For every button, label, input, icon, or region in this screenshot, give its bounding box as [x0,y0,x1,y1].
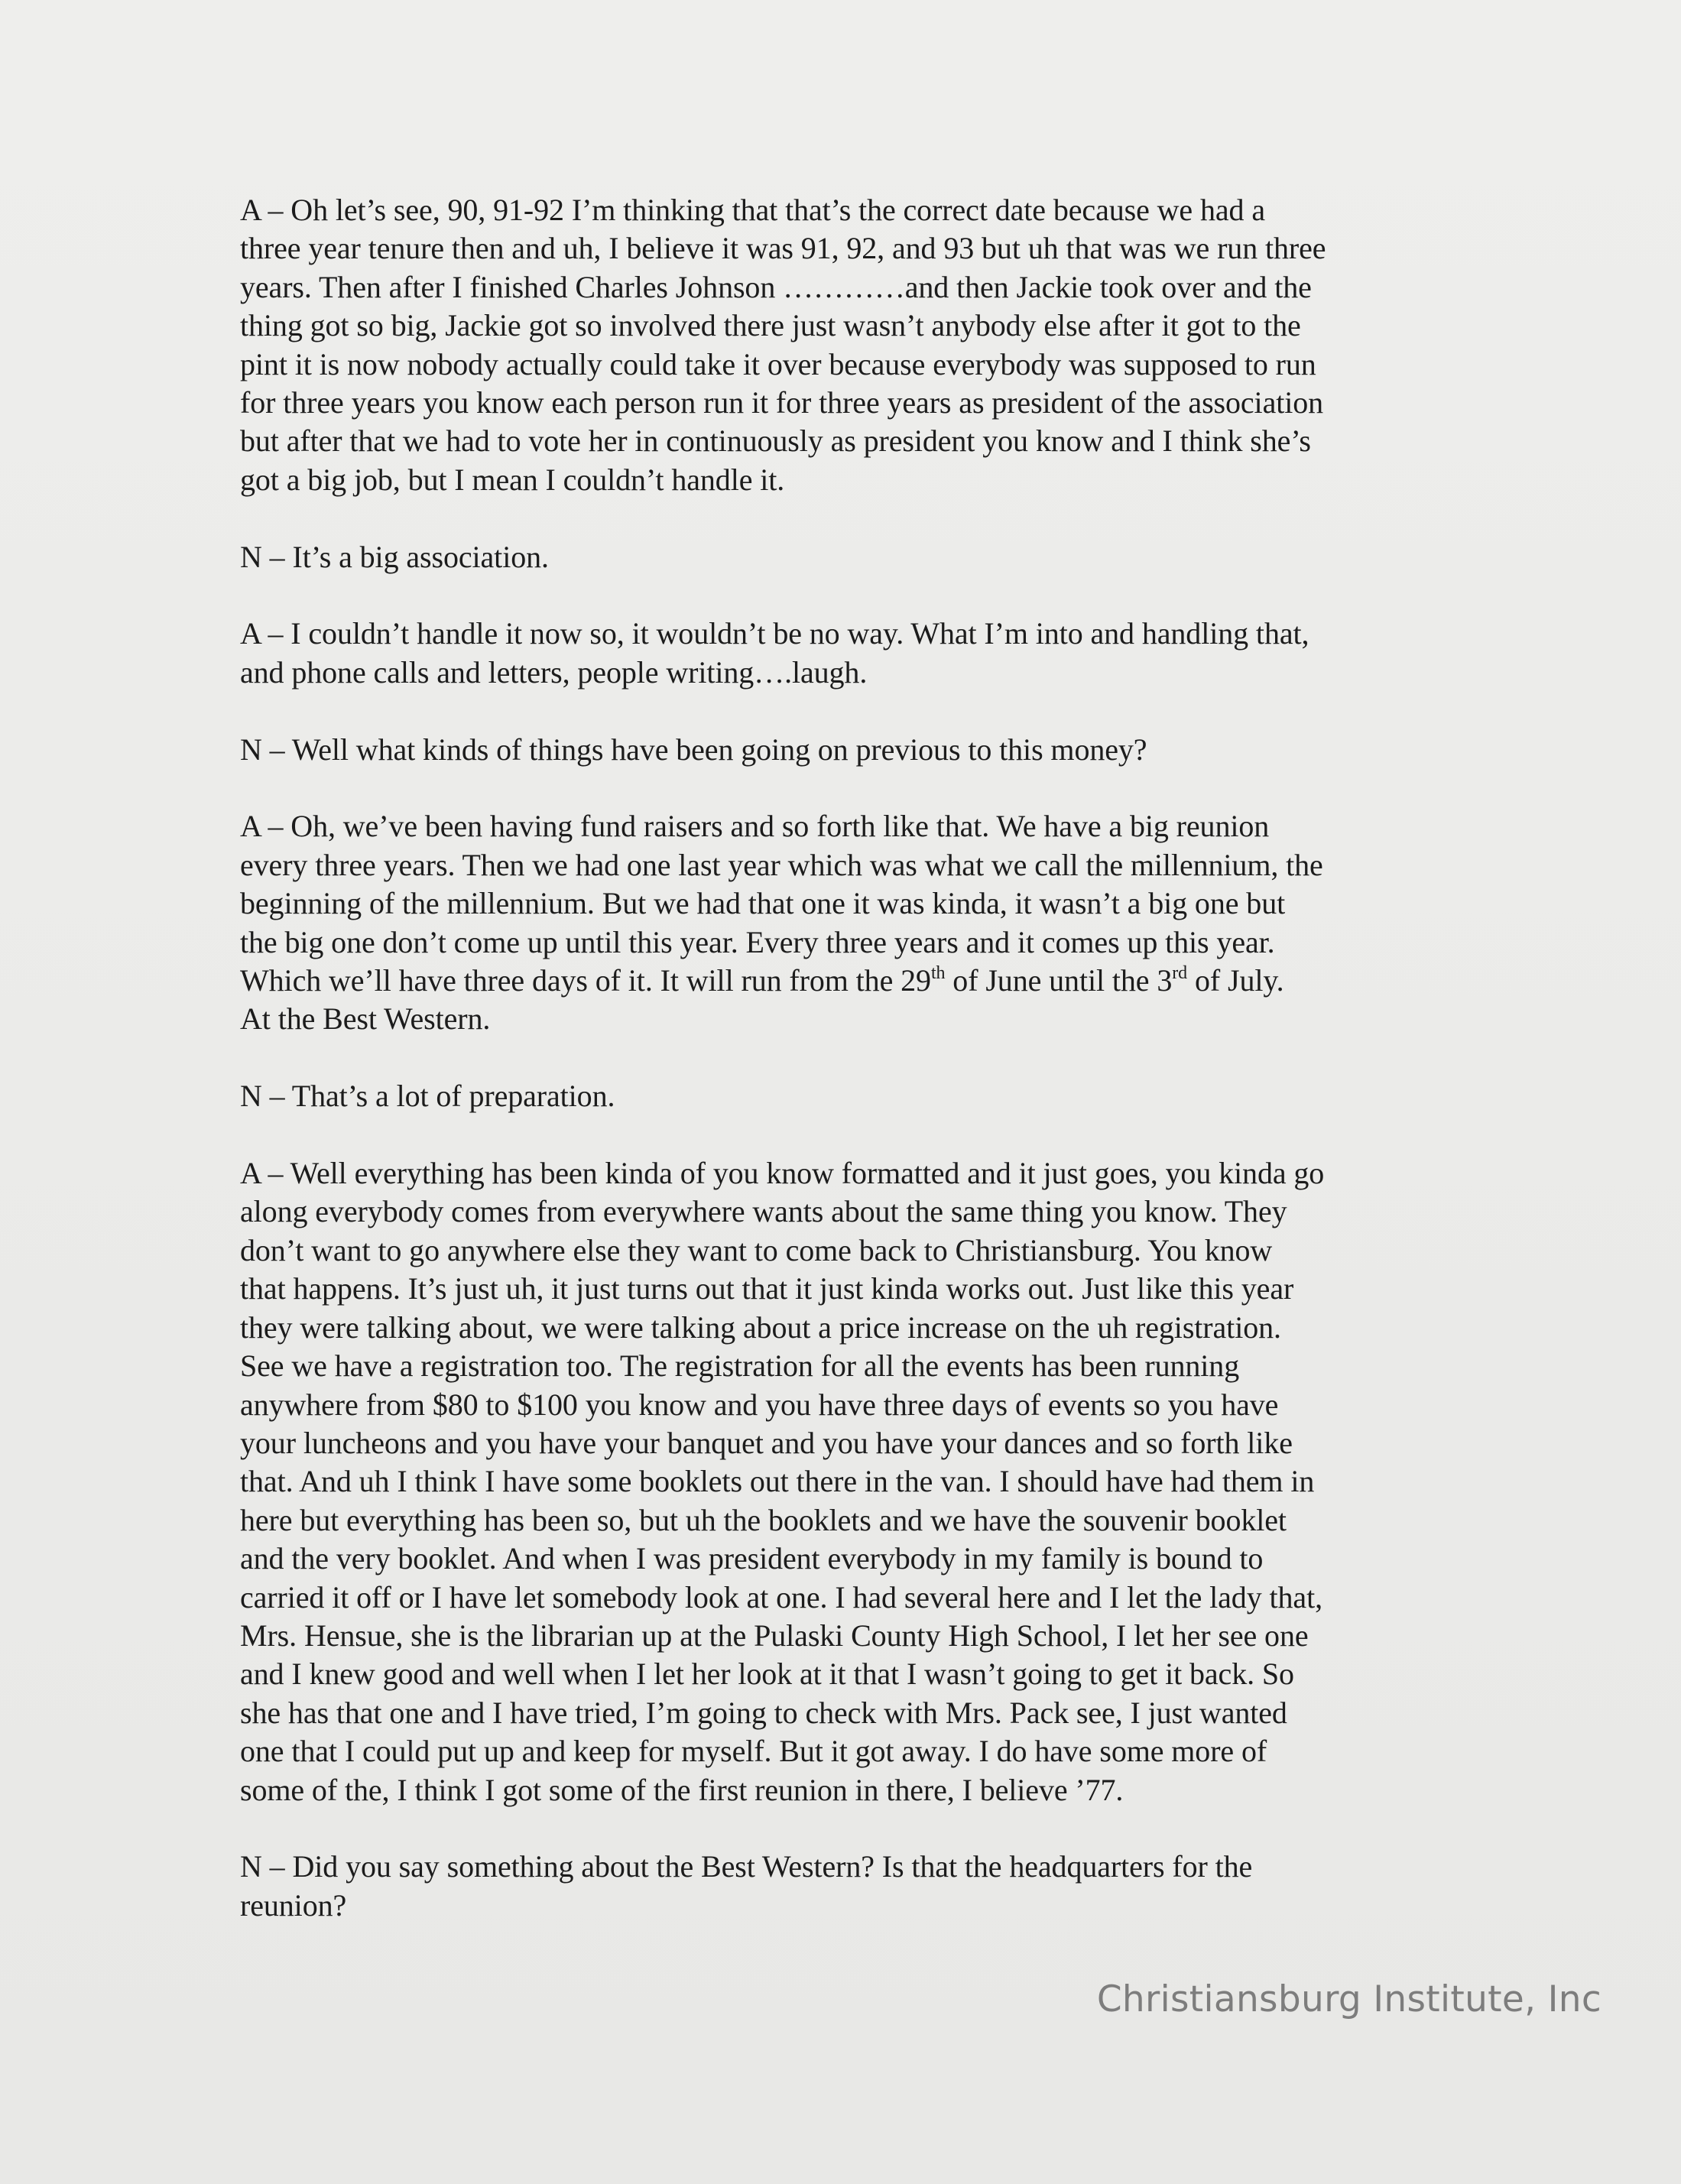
text-line: don’t want to go anywhere else they want to come back to Christiansburg. You know [240,1232,1273,1267]
paragraph-answer-tenure [240,191,1463,499]
text-line: along everybody comes from everywhere wants about the same thing you know. They [240,1194,1287,1229]
text-line: A – Oh let’s see, 90, 91-92 I’m thinking that that’s the correct date because we had a [240,193,1265,227]
paragraph-question-preparation [240,1077,1463,1115]
text-line: A – I couldn’t handle it now so, it wouldn’t be no way. What I’m into and handling that, [240,616,1309,651]
text-line: N – Well what kinds of things have been going on previous to this money? [240,732,1147,767]
dates-text: of July. [1187,963,1284,998]
text-line: the big one don’t come up until this year. Every three years and it comes up this year. [240,924,1275,959]
ordinal-suffix: th [930,962,946,983]
text-line: that. And uh I think I have some booklets out there in the van. I should have had them in [240,1464,1315,1499]
text-line: every three years. Then we had one last year which was what we call the millennium, the [240,847,1323,882]
text-line: here but everything has been so, but uh the booklets and we have the souvenir booklet [240,1502,1287,1537]
text-line: A – Oh, we’ve been having fund raisers and so forth like that. We have a big reunion [240,809,1270,844]
ordinal-suffix: rd [1172,962,1188,983]
text-line: See we have a registration too. The registration for all the events has been running [240,1348,1240,1384]
text-line: but after that we had to vote her in continuously as president you know and I think she’s [240,423,1311,459]
paragraph-answer-handling [240,615,1463,692]
text-line: three year tenure then and uh, I believe it was 91, 92, and 93 but uh that was we run three [240,231,1326,266]
text-line: reunion? [240,1887,347,1923]
text-line: got a big job, but I mean I couldn’t handle it. [240,462,785,497]
text-line: thing got so big, Jackie got so involved there just wasn’t anybody else after it got to the [240,308,1301,343]
paragraph-question-activities [240,731,1463,769]
text-line: N – That’s a lot of preparation. [240,1079,615,1114]
dates-text: of June until the 3 [945,963,1173,998]
text-line: N – It’s a big association. [240,539,549,574]
text-line: N – Did you say something about the Best Western? Is that the headquarters for the [240,1849,1253,1884]
paragraph-question-headquarters [240,1848,1463,1925]
text-line: they were talking about, we were talking about a price increase on the uh registration. [240,1309,1281,1345]
text-line: A – Well everything has been kinda of you know formatted and it just goes, you kinda go [240,1156,1325,1191]
text-line: At the Best Western. [240,1001,491,1037]
paragraph-question-association [240,538,1463,576]
text-line: that happens. It’s just uh, it just turns out that it just kinda works out. Just like this year [240,1271,1294,1306]
text-line: carried it off or I have let somebody look at one. I had several here and I let the lady that, [240,1579,1322,1614]
paragraph-answer-booklets [240,1154,1463,1809]
transcript-body [240,191,1463,1964]
text-line: and the very booklet. And when I was president everybody in my family is bound to [240,1541,1264,1576]
watermark-text: Christiansburg Institute, Inc [1096,1978,1601,2020]
text-line: some of the, I think I got some of the first reunion in there, I believe ’77. [240,1772,1124,1807]
text-line: anywhere from $80 to $100 you know and you have three days of events so you have [240,1387,1279,1422]
text-line: pint it is now nobody actually could take it over because everybody was supposed to run [240,346,1316,381]
text-line: she has that one and I have tried, I’m going to check with Mrs. Pack see, I just wanted [240,1695,1287,1730]
text-line: and phone calls and letters, people writing….laugh. [240,654,868,690]
text-line-dates [240,963,1284,998]
text-line: your luncheons and you have your banquet and you have your dances and so forth like [240,1425,1293,1460]
paragraph-answer-reunion [240,807,1463,1038]
text-line: and I knew good and well when I let her look at it that I wasn’t going to get it back. So [240,1657,1294,1692]
dates-text: Which we’ll have three days of it. It will run from the 29 [240,963,931,998]
text-line: years. Then after I finished Charles Johnson …………and then Jackie took over and the [240,269,1312,304]
text-line: beginning of the millennium. But we had that one it was kinda, it wasn’t a big one but [240,886,1286,921]
text-line: for three years you know each person run it for three years as president of the association [240,385,1324,420]
text-line: Mrs. Hensue, she is the librarian up at the Pulaski County High School, I let her see one [240,1618,1309,1653]
text-line: one that I could put up and keep for myself. But it got away. I do have some more of [240,1734,1267,1769]
